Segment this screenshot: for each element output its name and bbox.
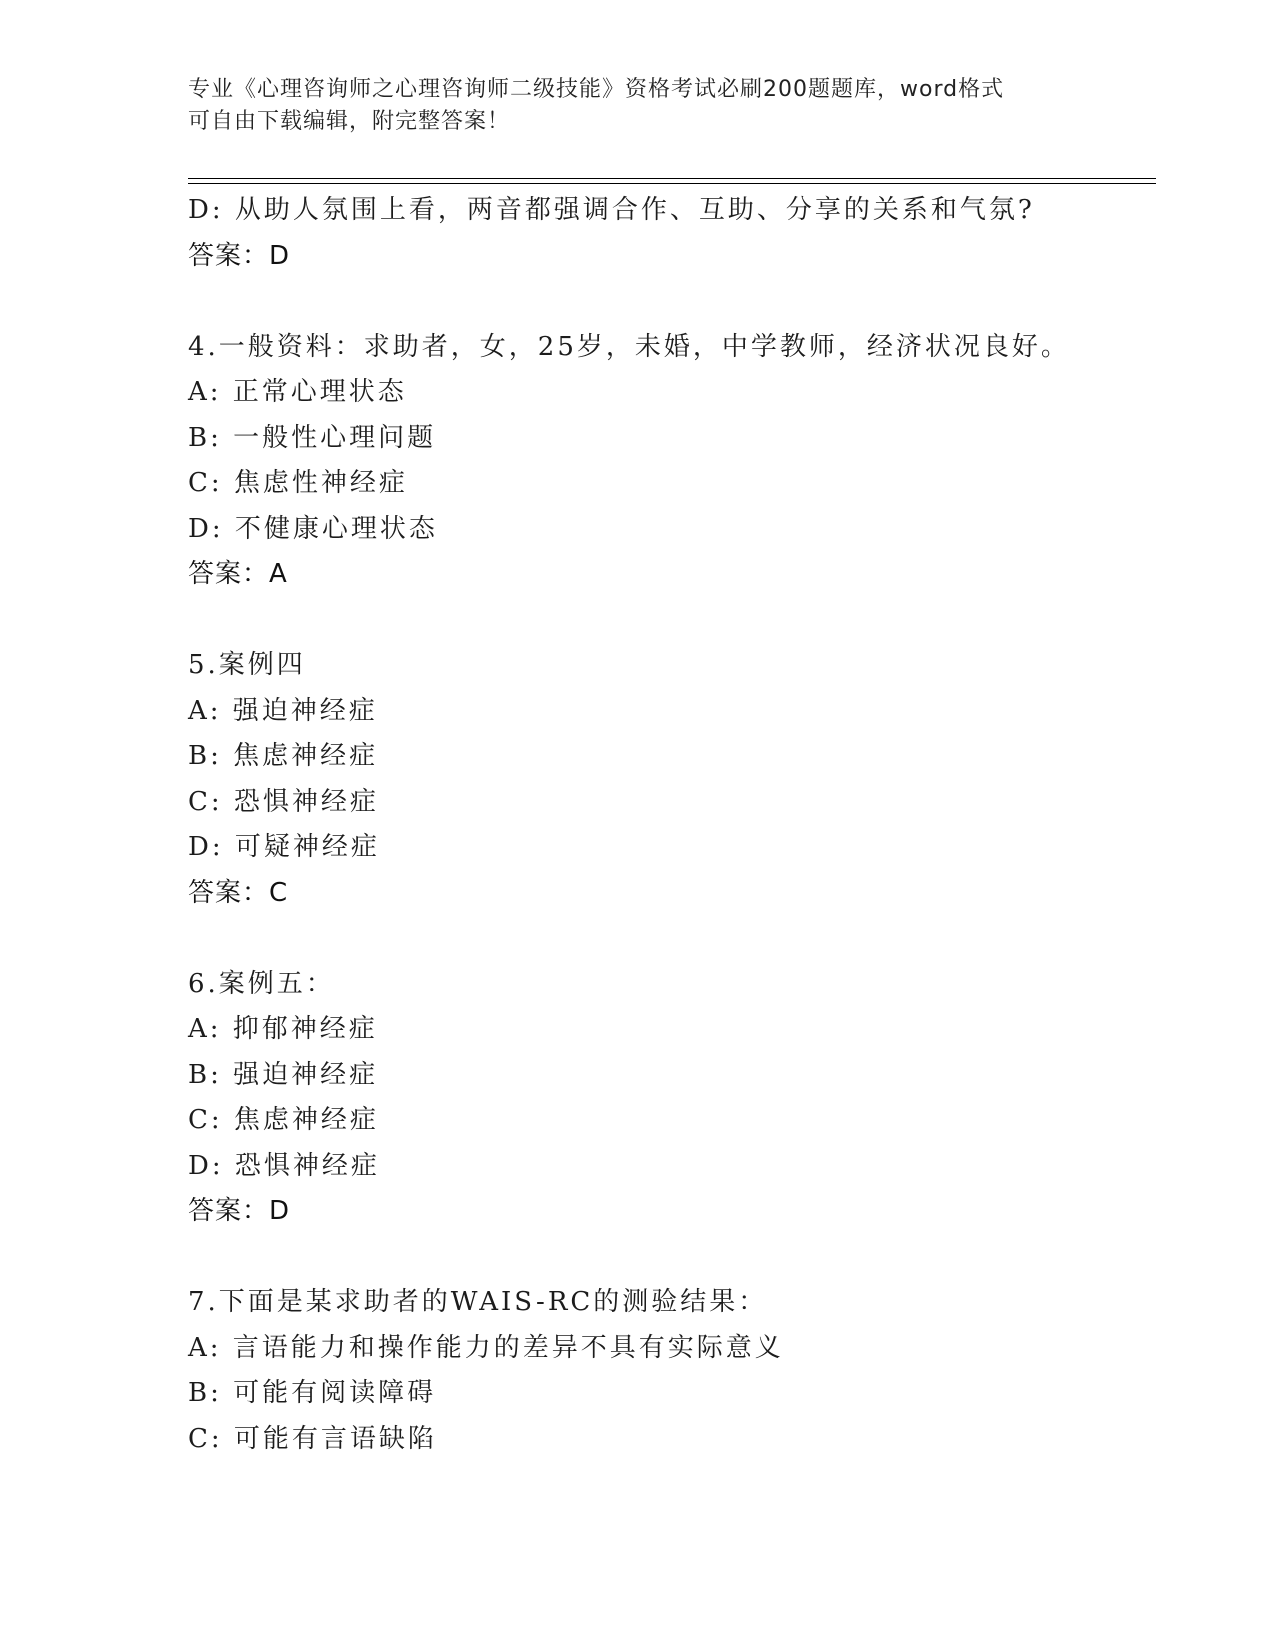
question-body bbox=[188, 188, 1156, 1462]
option-b: B: 焦虑神经症 bbox=[188, 741, 379, 771]
option-a: A: 正常心理状态 bbox=[188, 377, 407, 407]
answer-line: 答案：D bbox=[188, 1196, 291, 1226]
question-stem: 7.下面是某求助者的WAIS-RC的测验结果： bbox=[188, 1287, 768, 1317]
document-header bbox=[188, 74, 1088, 138]
option-b: B: 强迫神经症 bbox=[188, 1059, 379, 1090]
option-a: A: 言语能力和操作能力的差异不具有实际意义 bbox=[188, 1332, 784, 1363]
spacer bbox=[188, 1235, 1156, 1281]
question-stem: 5.案例四 bbox=[188, 650, 306, 680]
option-d: D: 可疑神经症 bbox=[188, 832, 380, 862]
answer-line: 答案：A bbox=[188, 559, 288, 589]
header-divider-top bbox=[188, 178, 1156, 179]
question-stem: 6.案例五： bbox=[188, 968, 335, 999]
answer-line: 答案：D bbox=[188, 240, 291, 271]
option-b: B: 一般性心理问题 bbox=[188, 422, 437, 453]
option-c: C: 可能有言语缺陷 bbox=[188, 1423, 437, 1454]
option-d: D: 恐惧神经症 bbox=[188, 1150, 380, 1181]
option-d: D: 从助人氛围上看，两音都强调合作、互助、分享的关系和气氛? bbox=[188, 195, 1035, 225]
option-a: A: 强迫神经症 bbox=[188, 695, 378, 726]
option-c: C: 焦虑性神经症 bbox=[188, 468, 408, 498]
spacer bbox=[188, 279, 1156, 325]
option-c: C: 恐惧神经症 bbox=[188, 786, 379, 817]
header-line-2: 可自由下载编辑，附完整答案！ bbox=[188, 109, 511, 134]
option-d: D: 不健康心理状态 bbox=[188, 513, 438, 544]
answer-line: 答案：C bbox=[188, 877, 289, 908]
option-a: A: 抑郁神经症 bbox=[188, 1014, 378, 1044]
option-b: B: 可能有阅读障碍 bbox=[188, 1378, 437, 1408]
spacer bbox=[188, 916, 1156, 962]
option-c: C: 焦虑神经症 bbox=[188, 1105, 379, 1135]
header-divider-bottom bbox=[188, 183, 1156, 184]
spacer bbox=[188, 598, 1156, 644]
question-stem: 4.一般资料：求助者，女，25岁，未婚，中学教师，经济状况良好。 bbox=[188, 331, 1070, 362]
header-line-1: 专业《心理咨询师之心理咨询师二级技能》资格考试必刷200题题库，word格式 bbox=[188, 77, 1005, 102]
